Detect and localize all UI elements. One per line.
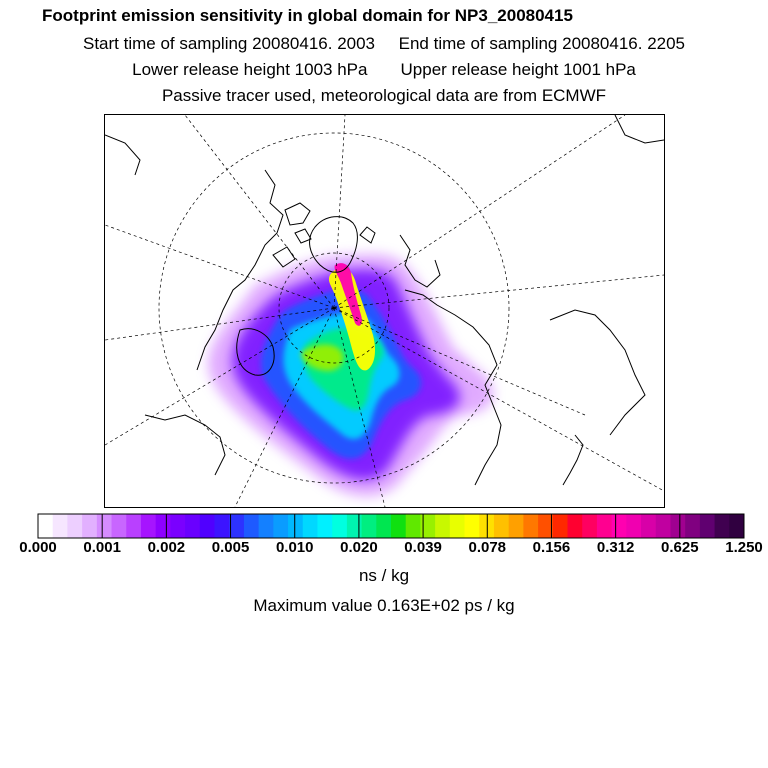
- footprint-map: [104, 114, 665, 508]
- release-height-row: [0, 60, 768, 80]
- colorbar-swatch: [641, 514, 656, 538]
- colorbar-swatch: [656, 514, 671, 538]
- colorbar-swatch: [685, 514, 700, 538]
- colorbar-swatch: [53, 514, 68, 538]
- colorbar-swatch: [509, 514, 524, 538]
- colorbar-swatch: [141, 514, 156, 538]
- colorbar-tick-label: 0.039: [404, 539, 442, 556]
- meridian-line: [185, 115, 334, 308]
- coastline-northeast: [615, 115, 664, 143]
- colorbar-swatch: [126, 514, 141, 538]
- colorbar: [37, 513, 745, 539]
- map-title: Footprint emission sensitivity in global domain for NP3_20080415: [42, 6, 573, 25]
- coastline-northwest: [105, 135, 140, 175]
- colorbar-tick-label: 0.002: [147, 539, 186, 556]
- sampling-time-row: [0, 34, 768, 54]
- end-time-text: End time of sampling 20080416. 2205: [398, 34, 686, 53]
- colorbar-swatch: [612, 514, 627, 538]
- colorbar-swatch: [729, 514, 744, 538]
- colorbar-swatch: [362, 514, 377, 538]
- colorbar-swatch: [597, 514, 612, 538]
- colorbar-tick-label: 0.156: [532, 539, 571, 556]
- colorbar-swatch: [38, 514, 53, 538]
- coastline-arctic-islands: [273, 203, 311, 267]
- colorbar-swatch: [553, 514, 568, 538]
- coastline-alaska: [145, 415, 225, 475]
- sensitivity-plume: [208, 254, 493, 496]
- colorbar-swatch: [332, 514, 347, 538]
- upper-release-text: Upper release height 1001 hPa: [400, 60, 636, 79]
- maximum-value-text: Maximum value 0.163E+02 ps / kg: [253, 596, 515, 615]
- colorbar-tick-label: 0.001: [83, 539, 121, 556]
- colorbar-swatch: [112, 514, 127, 538]
- colorbar-swatch: [215, 514, 230, 538]
- colorbar-tick-label: 0.020: [340, 539, 378, 556]
- coastline-japan: [563, 435, 583, 485]
- colorbar-swatch: [435, 514, 450, 538]
- colorbar-swatch: [465, 514, 480, 538]
- colorbar-tick-label: 0.010: [275, 539, 314, 556]
- colorbar-swatch: [259, 514, 274, 538]
- colorbar-tick-label: 0.312: [596, 539, 635, 556]
- colorbar-swatch: [670, 514, 685, 538]
- colorbar-swatch: [582, 514, 597, 538]
- colorbar-swatch: [715, 514, 730, 538]
- colorbar-swatch: [626, 514, 641, 538]
- colorbar-swatch: [170, 514, 185, 538]
- colorbar-swatch: [273, 514, 288, 538]
- colorbar-swatch: [244, 514, 259, 538]
- colorbar-swatch: [229, 514, 244, 538]
- colorbar-tick-label: 0.625: [661, 539, 699, 556]
- colorbar-swatch: [67, 514, 82, 538]
- colorbar-swatch: [288, 514, 303, 538]
- coastline-svalbard: [360, 227, 375, 243]
- colorbar-tick-label: 1.250: [725, 539, 763, 556]
- colorbar-swatch: [82, 514, 97, 538]
- colorbar-swatch: [303, 514, 318, 538]
- colorbar-tick-label: 0.000: [19, 539, 57, 556]
- colorbar-swatch: [376, 514, 391, 538]
- colorbar-swatch: [347, 514, 362, 538]
- colorbar-tick-label: 0.078: [468, 539, 507, 556]
- colorbar-swatch: [450, 514, 465, 538]
- map-canvas: [105, 115, 664, 507]
- tracer-note: Passive tracer used, meteorological data are from ECMWF: [161, 86, 607, 105]
- start-time-text: Start time of sampling 20080416. 2003: [82, 34, 376, 53]
- colorbar-swatch: [200, 514, 215, 538]
- colorbar-swatch: [494, 514, 509, 538]
- colorbar-swatch: [523, 514, 538, 538]
- colorbar-tick-label: 0.005: [211, 539, 250, 556]
- colorbar-swatch: [156, 514, 171, 538]
- coastline-europe-asia: [550, 310, 645, 435]
- colorbar-swatch: [317, 514, 332, 538]
- colorbar-swatch: [97, 514, 112, 538]
- colorbar-swatch: [568, 514, 583, 538]
- colorbar-swatch: [185, 514, 200, 538]
- colorbar-units: ns / kg: [358, 566, 410, 585]
- lower-release-text: Lower release height 1003 hPa: [132, 60, 368, 79]
- colorbar-swatch: [406, 514, 421, 538]
- colorbar-swatch: [700, 514, 715, 538]
- colorbar-swatch: [391, 514, 406, 538]
